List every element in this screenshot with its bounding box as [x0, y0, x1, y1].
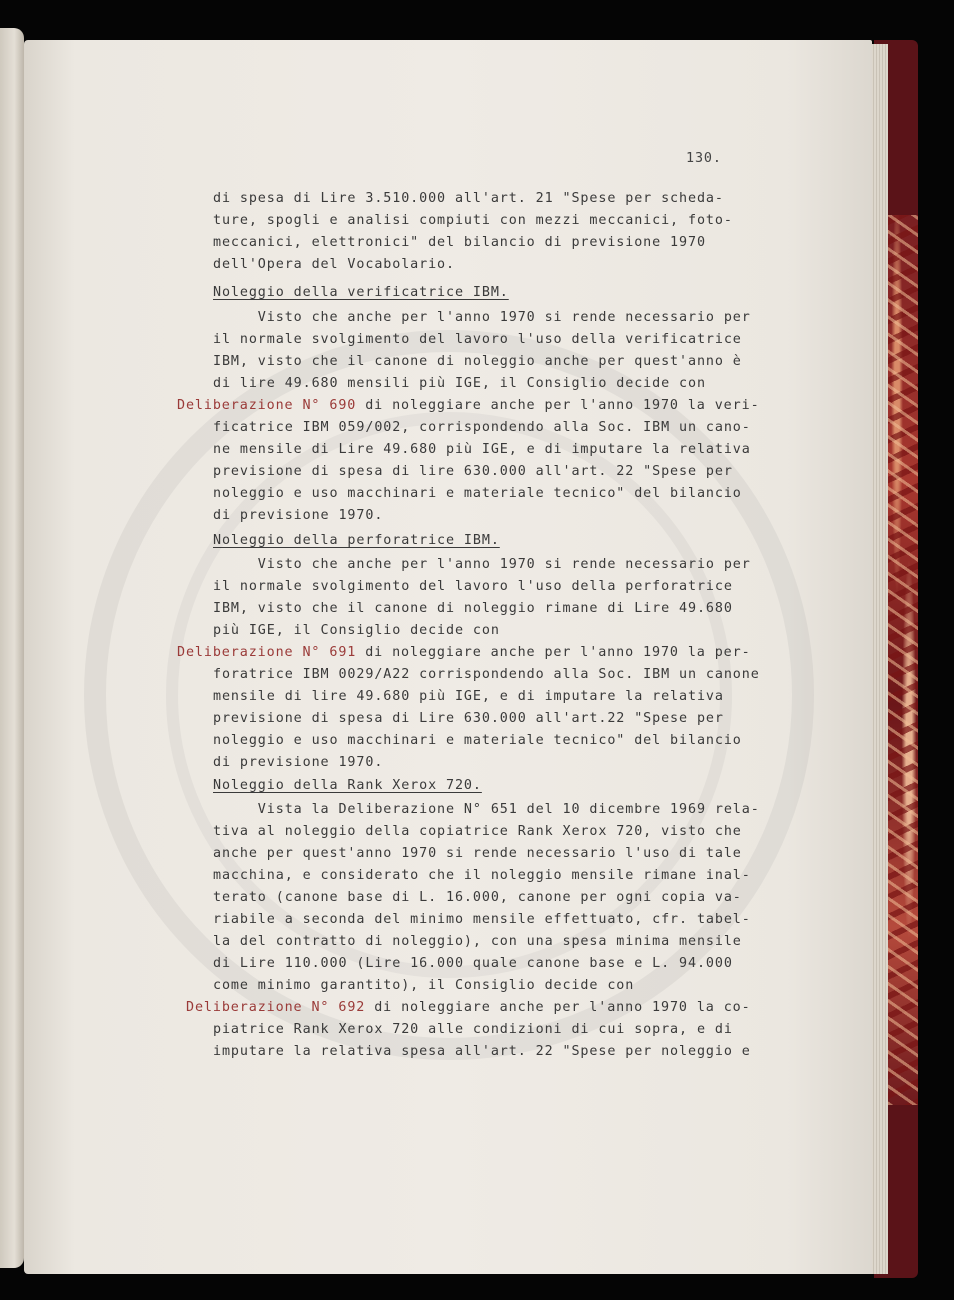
text-line: mensile di lire 49.680 più IGE, e di imputare la relativa	[213, 689, 724, 704]
text-line: il normale svolgimento del lavoro l'uso della perforatrice	[213, 579, 733, 594]
text-line: terato (canone base di L. 16.000, canone per ogni copia va-	[213, 890, 742, 905]
text-line: tiva al noleggio della copiatrice Rank Xerox 720, visto che	[213, 824, 742, 839]
deliberation-line	[177, 397, 760, 415]
text-line: imputare la relativa spesa all'art. 22 "Spese per noleggio e	[213, 1044, 751, 1059]
deliberation-line	[177, 644, 751, 662]
text-line: riabile a seconda del minimo mensile effettuato, cfr. tabel-	[213, 912, 751, 927]
text-span: di noleggiare anche per l'anno 1970 la veri-	[356, 398, 760, 413]
page-number: 130.	[686, 151, 722, 166]
text-line: il normale svolgimento del lavoro l'uso della verificatrice	[213, 332, 742, 347]
text-line: ture, spogli e analisi compiuti con mezzi meccanici, foto-	[213, 213, 733, 228]
text-line: Visto che anche per l'anno 1970 si rende necessario per	[213, 310, 751, 325]
text-line: macchina, e considerato che il noleggio mensile rimane inal-	[213, 868, 751, 883]
text-span: di noleggiare anche per l'anno 1970 la per-	[356, 645, 751, 660]
text-line: di previsione 1970.	[213, 508, 384, 523]
text-line: ne mensile di Lire 49.680 più IGE, e di imputare la relativa	[213, 442, 751, 457]
text-line: IBM, visto che il canone di noleggio anche per quest'anno è	[213, 354, 742, 369]
text-line: Visto che anche per l'anno 1970 si rende necessario per	[213, 557, 751, 572]
section-heading: Noleggio della perforatrice IBM.	[213, 533, 500, 548]
text-line: di Lire 110.000 (Lire 16.000 quale canone base e L. 94.000	[213, 956, 733, 971]
deliberation-number: Deliberazione N° 690	[177, 398, 357, 413]
deliberation-number: Deliberazione N° 692	[186, 1000, 366, 1015]
text-line: Vista la Deliberazione N° 651 del 10 dicembre 1969 rela-	[213, 802, 760, 817]
text-line: la del contratto di noleggio), con una spesa minima mensile	[213, 934, 742, 949]
text-line: noleggio e uso macchinari e materiale tecnico" del bilancio	[213, 733, 742, 748]
deliberation-line	[186, 999, 751, 1017]
text-line: IBM, visto che il canone di noleggio rimane di Lire 49.680	[213, 601, 733, 616]
text-line: previsione di spesa di Lire 630.000 all'art.22 "Spese per	[213, 711, 724, 726]
text-line: di previsione 1970.	[213, 755, 384, 770]
text-line: come minimo garantito), il Consiglio decide con	[213, 978, 635, 993]
text-line: meccanici, elettronici" del bilancio di previsione 1970	[213, 235, 706, 250]
section-heading: Noleggio della Rank Xerox 720.	[213, 778, 482, 793]
text-line: più IGE, il Consiglio decide con	[213, 623, 500, 638]
text-line: ficatrice IBM 059/002, corrispondendo alla Soc. IBM un cano-	[213, 420, 751, 435]
deliberation-number: Deliberazione N° 691	[177, 645, 357, 660]
text-line: piatrice Rank Xerox 720 alle condizioni di cui sopra, e di	[213, 1022, 733, 1037]
text-line: foratrice IBM 0029/A22 corrispondendo alla Soc. IBM un canone	[213, 667, 760, 682]
text-line: anche per quest'anno 1970 si rende necessario l'uso di tale	[213, 846, 742, 861]
text-line: di lire 49.680 mensili più IGE, il Consiglio decide con	[213, 376, 706, 391]
text-line: dell'Opera del Vocabolario.	[213, 257, 455, 272]
text-line: noleggio e uso macchinari e materiale tecnico" del bilancio	[213, 486, 742, 501]
text-line: di spesa di Lire 3.510.000 all'art. 21 "Spese per scheda-	[213, 191, 724, 206]
text-span: di noleggiare anche per l'anno 1970 la co-	[365, 1000, 751, 1015]
text-line: previsione di spesa di lire 630.000 all'art. 22 "Spese per	[213, 464, 733, 479]
section-heading: Noleggio della verificatrice IBM.	[213, 285, 509, 300]
